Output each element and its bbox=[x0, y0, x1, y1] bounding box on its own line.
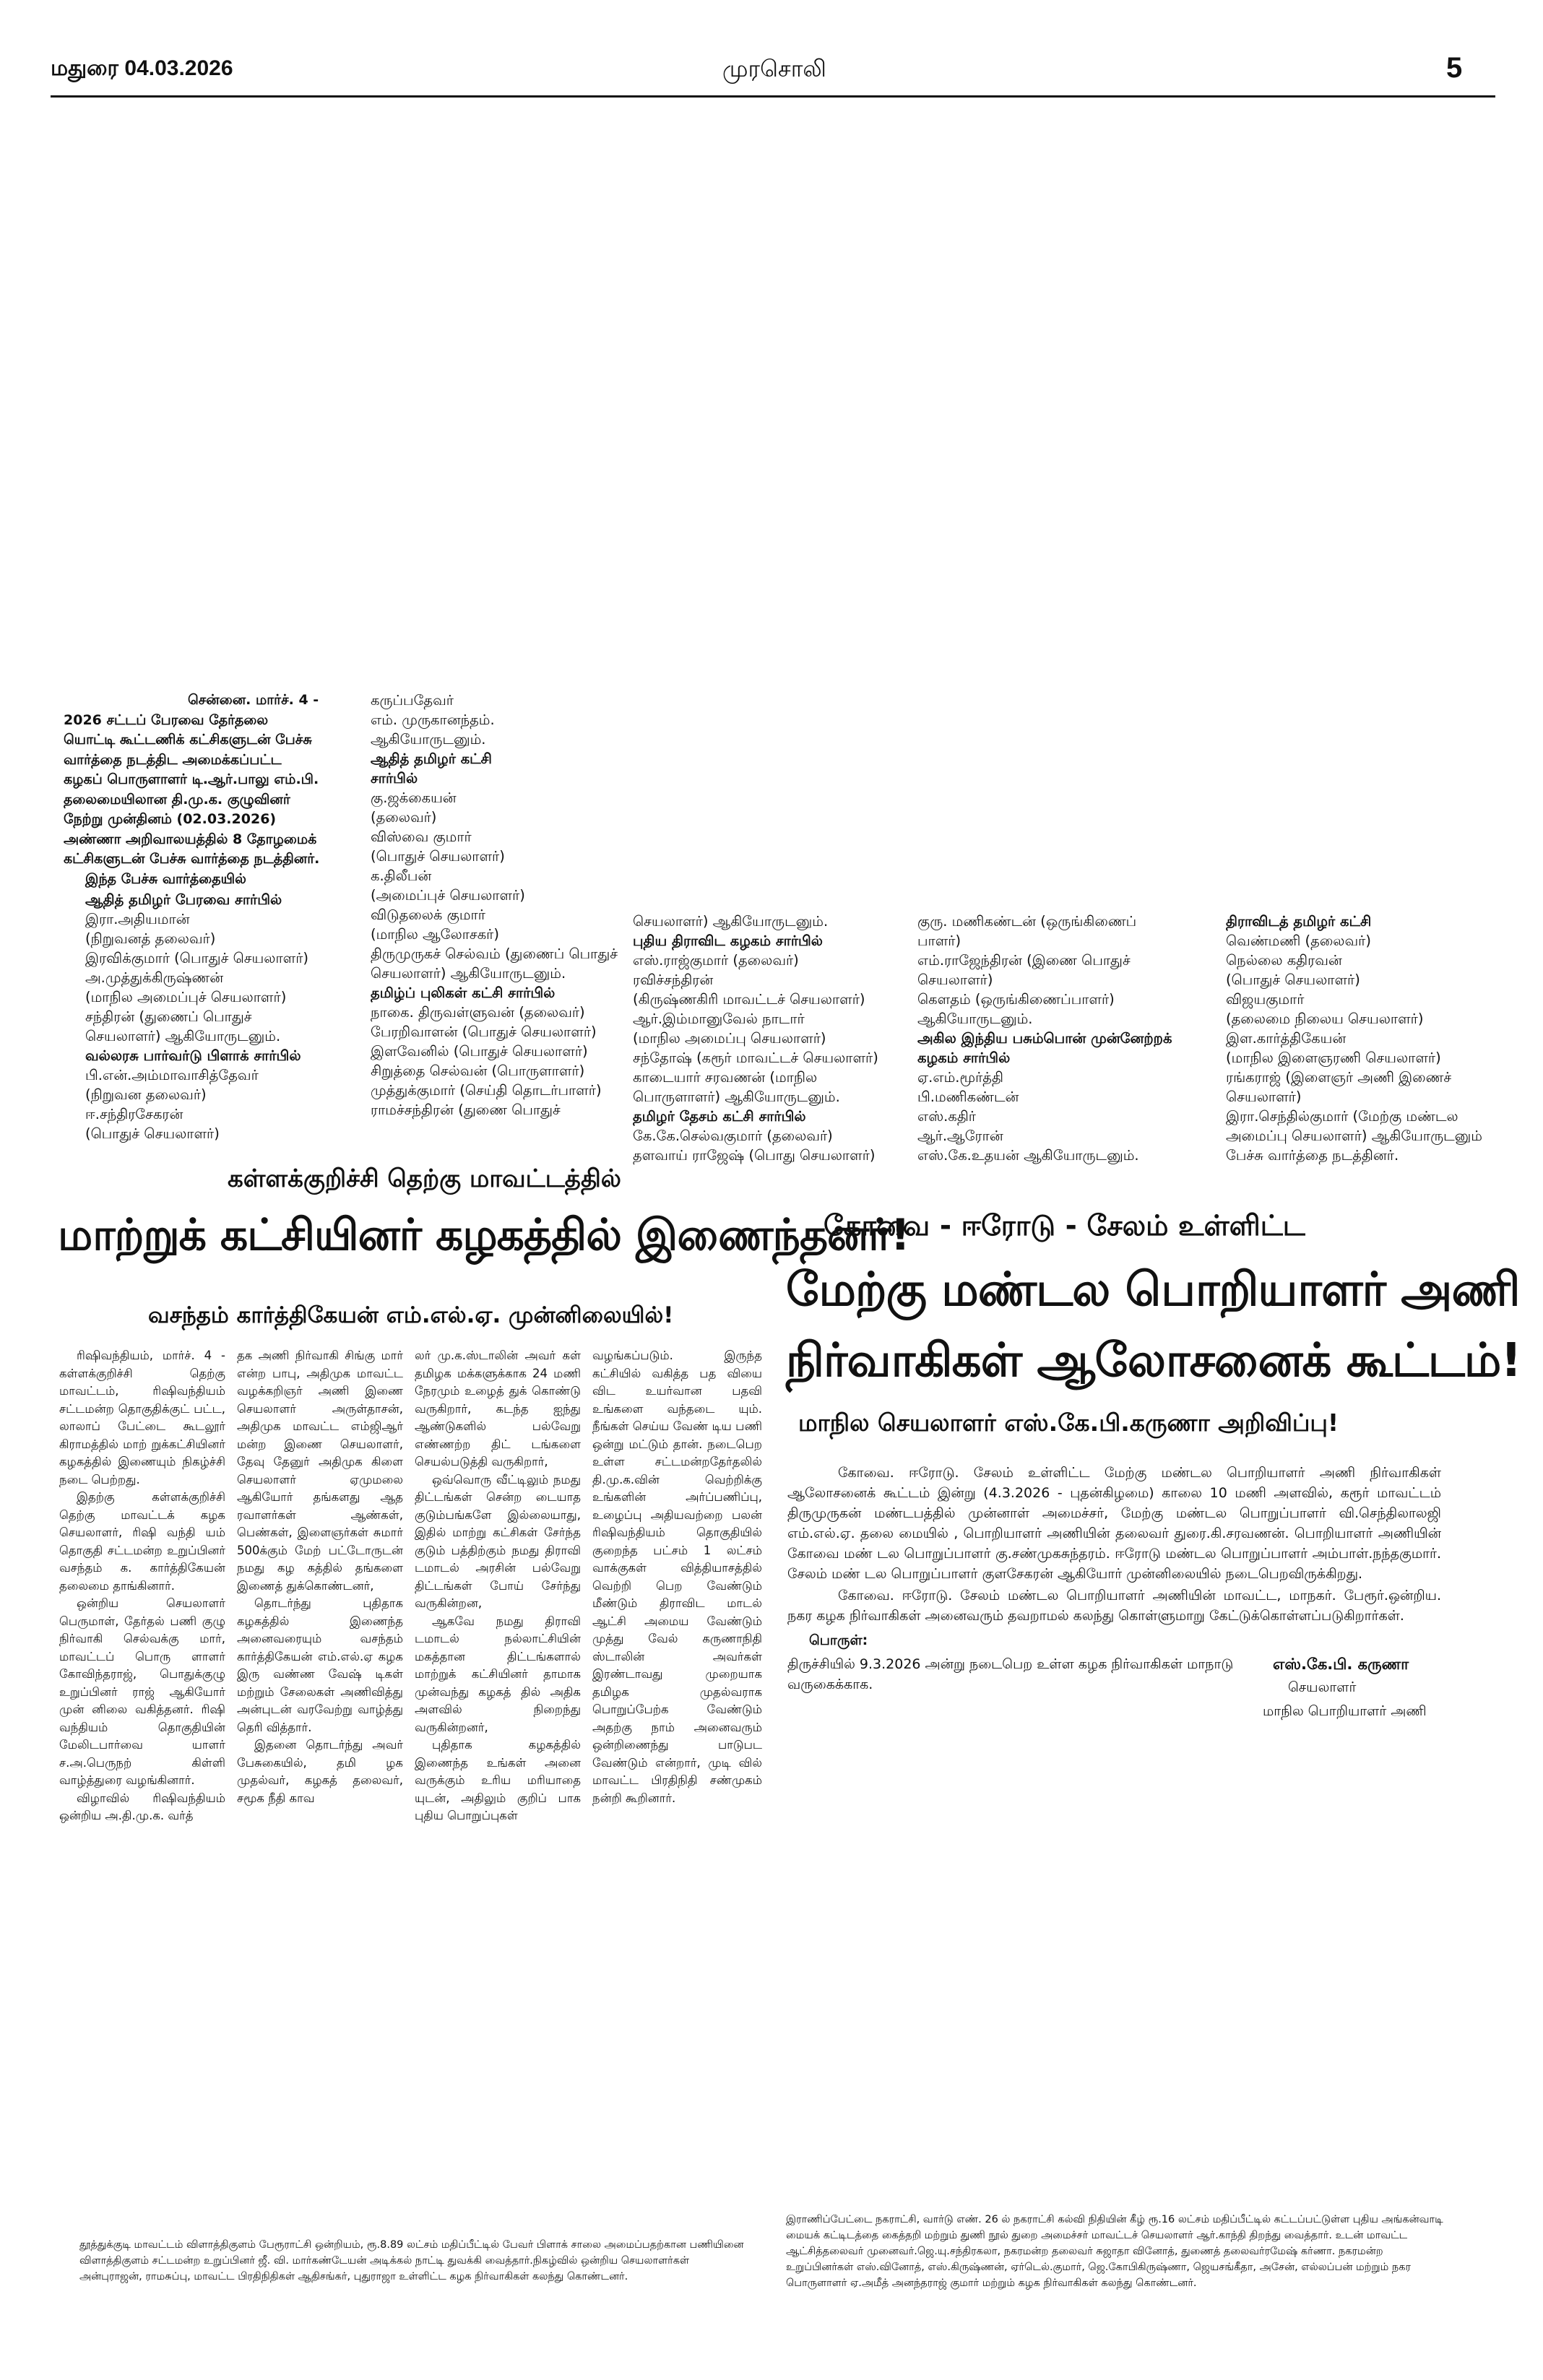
talks-col-3 bbox=[633, 912, 922, 1165]
talks-line: தமிழர் தேசம் கட்சி சார்பில் bbox=[633, 1108, 806, 1125]
body-paragraph: விழாவில் ரிஷிவந்தியம் ஒன்றிய அ.தி.மு.க. வர்த் bbox=[59, 1791, 225, 1822]
talks-intro-line: சென்னை. மார்ச். 4 - bbox=[188, 692, 319, 708]
talks-line: (மாநில ஆலோசகர்) bbox=[371, 926, 499, 943]
talks-line: எஸ்.கே.உதயன் ஆகியோருடனும். bbox=[917, 1147, 1139, 1164]
talks-line: வெண்மணி (தலைவர்) bbox=[1226, 932, 1371, 949]
talks-line: (பொதுச் செயலாளர்) bbox=[1226, 972, 1360, 988]
engineers-headline-line-2: நிர்வாகிகள் ஆலோசனைக் கூட்டம்! bbox=[786, 1334, 1521, 1388]
signatory-role: செயலாளர் bbox=[1288, 1679, 1357, 1695]
masthead: முரசொலி bbox=[722, 55, 826, 82]
body-paragraph: லர் மு.க.ஸ்டாலின் அவர் கள் தமிழக மக்களுக்காக 24 மணி நேரமும் உழைத் துக் கொண்டு வருகிறார், கடந்த ஐந்து ஆண்டுகளில் பல்வேறு எண்ணற்ற திட் டங்களை செயல்படுத்தி வருகிறார், bbox=[415, 1349, 581, 1468]
engineers-agenda-label: பொருள்: bbox=[809, 1632, 868, 1648]
talks-intro-line: 2026 சட்டப் பேரவை தேர்தலை bbox=[64, 711, 269, 728]
talks-intro-line: அண்ணா அறிவாலயத்தில் 8 தோழமைக் bbox=[64, 831, 317, 847]
engineers-kicker: கோவை - ஈரோடு - சேலம் உள்ளிட்ட bbox=[824, 1210, 1305, 1242]
talks-line: ஆர்.ஆரோன் bbox=[917, 1128, 1003, 1144]
talks-line: ஆதித் தமிழர் பேரவை சார்பில் bbox=[85, 891, 282, 908]
talks-line: கு.ஜக்கையன் bbox=[371, 789, 457, 806]
body-paragraph: ஒவ்வொரு வீட்டிலும் நமது திட்டங்கள் சென்ற டையாத குடும்பங்களே இல்லையாது, இதில் மாற்று கட்சிகள் சேர்ந்த குடும் பத்திற்கும் நமது திராவி டமாடல் அரசின் பல்வேறு திட்டங்கள் போய் சேர்ந்து வருகின்றன, bbox=[415, 1472, 581, 1610]
caption-line: இராணிப்பேட்டை நகராட்சி, வார்டு எண். 26 ல் நகராட்சி கல்வி நிதியின் கீழ் ரூ.16 லட்சம் மதிப்பீட்டில் கட்டப்பட்டுள்ள புதிய அங்கன்வாடி bbox=[786, 2214, 1443, 2225]
caption-line: பொருளாளர் ஏ.அமீத் அனந்தராஜ் குமார் மற்றும் கழக நிர்வாகிகள் கலந்து கொண்டனர். bbox=[786, 2277, 1197, 2289]
talks-line: பொருளாளர்) ஆகியோருடனும். bbox=[633, 1089, 840, 1105]
caption-line: மையக் கட்டிடத்தை கைத்தறி மற்றும் துணி நூல் துறை அமைச்சர் மாவட்டச் செயலாளர் ஆர்.காந்தி திறந்து வைத்தார். உடன் மாவட்ட bbox=[786, 2230, 1408, 2241]
talks-line: இரவிக்குமார் (பொதுச் செயலாளர்) bbox=[85, 950, 309, 966]
talks-line: செயலாளர்) ஆகியோருடனும். bbox=[85, 1028, 281, 1044]
talks-line: வல்லரசு பார்வர்டு பிளாக் சார்பில் bbox=[85, 1047, 301, 1064]
engineers-agenda-text: திருச்சியில் 9.3.2026 அன்று நடைபெற உள்ள கழக நிர்வாகிகள் மாநாடு வருகைக்காக. bbox=[787, 1656, 1234, 1692]
talks-line: பேரறிவாளன் (பொதுச் செயலாளர்) bbox=[371, 1024, 597, 1040]
engineers-subhead: மாநில செயலாளர் எஸ்.கே.பி.கருணா அறிவிப்பு! bbox=[798, 1408, 1339, 1437]
talks-line: ஆர்.இம்மானுவேல் நாடார் bbox=[633, 1011, 805, 1027]
talks-intro bbox=[64, 691, 353, 889]
talks-line: ரவிச்சந்திரன் bbox=[633, 972, 714, 988]
page-number: 5 bbox=[1446, 52, 1463, 84]
talks-col-1 bbox=[85, 890, 374, 1143]
talks-col-5 bbox=[1226, 912, 1500, 1165]
talks-line: புதிய திராவிட கழகம் சார்பில் bbox=[633, 932, 823, 949]
talks-line: இரா.அதியமான் bbox=[85, 911, 190, 927]
talks-line: கழகம் சார்பில் bbox=[917, 1050, 1011, 1066]
engineers-para-2: கோவை. ஈரோடு. சேலம் மண்டல பொறியாளர் அணியின் மாவட்ட, மாநகர். பேரூர்.ஒன்றிய. நகர கழக நிர்வாகிகள் அனைவரும் தவறாமல் கலந்து கொள்ளுமாறு கேட்டுக்கொள்ளப்படுகிறார்கள். bbox=[787, 1588, 1441, 1624]
body-paragraph: தொடர்ந்து புதிதாக கழகத்தில் இணைந்த அனைவரையும் வசந்தம் கார்த்திகேயன் எம்.எல்.ஏ கழக இரு வண்ண வேஷ் டிகள் மற்றும் சேலைகள் அணிவித்து அன்புடன் வரவேற்று வாழ்த்து தெரி வித்தார். bbox=[237, 1596, 403, 1734]
talks-line: கெளதம் (ஒருங்கிணைப்பாளர்) bbox=[917, 991, 1115, 1008]
talks-line: பாளர்) bbox=[917, 932, 961, 949]
talks-line: குரு. மணிகண்டன் (ஒருங்கிணைப் bbox=[917, 913, 1137, 930]
talks-line: (நிறுவனத் தலைவர்) bbox=[85, 930, 216, 947]
kallakurichi-body-col-4 bbox=[592, 1347, 762, 1807]
kallakurichi-body-col-2 bbox=[237, 1347, 403, 1807]
talks-line: அகில இந்திய பசும்பொன் முன்னேற்றக் bbox=[917, 1030, 1172, 1047]
talks-line: ஆகியோருடனும். bbox=[371, 731, 486, 748]
talks-line: (மாநில இளைஞரணி செயலாளர்) bbox=[1226, 1050, 1441, 1066]
talks-line: (நிறுவன தலைவர்) bbox=[85, 1086, 207, 1103]
talks-line: ரங்கராஜ் (இளைஞர் அணி இணைச் bbox=[1226, 1069, 1452, 1086]
talks-line: (பொதுச் செயலாளர்) bbox=[85, 1125, 220, 1142]
talks-line: தமிழ்ப் புலிகள் கட்சி சார்பில் bbox=[371, 985, 556, 1001]
talks-intro-line: கட்சிகளுடன் பேச்சு வார்த்தை நடத்தினர். bbox=[64, 851, 320, 867]
body-paragraph: இதற்கு கள்ளக்குறிச்சி தெற்கு மாவட்டக் கழக செயலாளர், ரிஷி வந்தி யம் தொகுதி சட்டமன்ற உறுப்பினர் வசந்தம் க. கார்த்திகேயன் தலைமை தாங்கினார். bbox=[59, 1490, 225, 1593]
signatory-wing: மாநில பொறியாளர் அணி bbox=[1263, 1703, 1427, 1719]
talks-line: காடையார் சரவணன் (மாநில bbox=[633, 1069, 818, 1086]
talks-line: (கிருஷ்ணகிரி மாவட்டச் செயலாளர்) bbox=[633, 991, 865, 1008]
talks-line: (தலைமை நிலைய செயலாளர்) bbox=[1226, 1011, 1424, 1027]
talks-line: கே.கே.செல்வகுமார் (தலைவர்) bbox=[633, 1128, 833, 1144]
caption-left bbox=[79, 2237, 773, 2285]
talks-line: (மாநில அமைப்புச் செயலாளர்) bbox=[85, 989, 287, 1005]
talks-line: ஏ.எம்.மூர்த்தி bbox=[917, 1069, 1003, 1086]
talks-line: (மாநில அமைப்பு செயலாளர்) bbox=[633, 1030, 826, 1047]
talks-line: செயலாளர்) bbox=[917, 972, 993, 988]
talks-line: பி.மணிகண்டன் bbox=[917, 1089, 1019, 1105]
talks-line: எம்.ராஜேந்திரன் (இணை பொதுச் bbox=[917, 952, 1131, 969]
talks-line: சந்திரன் (துணைப் பொதுச் bbox=[85, 1008, 252, 1025]
body-paragraph: ஆகவே நமது திராவி டமாடல் நல்லாட்சியின் மகத்தான திட்டங்களால் மாற்றுக் கட்சியினர் தாமாக முன்வந்து கழகத் தில் அதிக அளவில் நிறைந்து வருகின்றனர், bbox=[415, 1614, 581, 1734]
caption-line: விளாத்திகுளம் சட்டமன்ற உறுப்பினர் ஜீ. வி. மார்கண்டேயன் அடிக்கல் நாட்டி துவக்கி வைத்தார்.நிகழ்வில் ஒன்றிய செயலாளர்கள் bbox=[79, 2255, 690, 2267]
engineers-para-1: கோவை. ஈரோடு. சேலம் உள்ளிட்ட மேற்கு மண்டல பொறியாளர் அணி நிர்வாகிகள் ஆலோசனைக் கூட்டம் இன்று (4.3.2026 - புதன்கிழமை) காலை 10 மணி அளவில், கரூர் மாவட்டம் திருமுருகன் மண்டபத்தில் முன்னாள் அமைச்சர், மேற்கு மண்டல பொறுப்பாளர் வி.செந்திலாலஜி எம்.எல்.ஏ. தலை மையில் , பொறியாளர் அணியின் தலைவர் துரை.கி.சரவணன். பொறியாளர் அணியின் கோவை மண் டல பொறுப்பாளர் கு.சண்முகசுந்தரம். ஈரோடு மண்டல பொறுப்பாளர் அம்பாள்.நந்தகுமார். சேலம் மண் டல பொறுப்பாளர் குளசேகரன் ஆகியோர் முன்னிலையில் நடைபெறவிருக்கிறது. bbox=[787, 1465, 1441, 1582]
body-paragraph: வழங்கப்படும். இருந்த கட்சியில் வகித்த பத வியை விட உயர்வான பதவி உங்களை வந்தடை யும். நீங்கள் செய்ய வேண் டிய பணி ஒன்று மட்டும் தான். நடைபெற உள்ள சட்டமன்றதேர்தலில் தி.மு.க.வின் வெற்றிக்கு உங்களின் அர்ப்பணிப்பு, உழைப்பு அதியவற்றை பலன் ரிஷிவந்தியம் தொகுதியில் குறைந்த பட்சம் 1 லட்சம் வாக்குகள் வித்தியாசத்தில் வெற்றி பெற வேண்டும் மீண்டும் திராவிட மாடல் ஆட்சி அமைய வேண்டும் முத்து வேல் கருணாநிதி ஸ்டாலின் அவர்கள் இரண்டாவது முறையாக தமிழக முதல்வராக பொறுப்பேற்க வேண்டும் அதற்கு நாம் அனைவரும் ஒன்றிணைந்து பாடுபட வேண்டும் என்றார், முடி வில் மாவட்ட பிரதிநிதி சண்முகம் நன்றி கூறினார். bbox=[592, 1349, 762, 1805]
talks-line: ஆகியோருடனும். bbox=[917, 1011, 1033, 1027]
talks-line: ஈ.சந்திரசேகரன் bbox=[85, 1106, 183, 1122]
talks-line: சிறுத்தை செல்வன் (பொருளாளர்) bbox=[371, 1063, 585, 1079]
talks-line: அ.முத்துக்கிருஷ்ணன் bbox=[85, 969, 224, 986]
caption-line: உறுப்பினர்கள் எஸ்.வினோத், எஸ்.கிருஷ்ணன், ஏர்டெல்.குமார், ஜெ.கோபிகிருஷ்ணா, ஜெயசங்கீதா, அசேன், எல்லப்பன் மற்றும் நகர bbox=[786, 2262, 1411, 2273]
talks-line: செயலாளர்) bbox=[1226, 1089, 1302, 1105]
talks-intro-line: யொட்டி கூட்டணிக் கட்சிகளுடன் பேச்சு bbox=[64, 732, 312, 748]
talks-line: திராவிடத் தமிழர் கட்சி bbox=[1226, 913, 1372, 930]
talks-line: பி.என்.அம்மாவாசித்தேவர் bbox=[85, 1067, 259, 1083]
talks-line: செயலாளர்) ஆகியோருடனும். bbox=[633, 913, 829, 930]
talks-col-2 bbox=[371, 691, 660, 1120]
talks-line: அமைப்பு செயலாளர்) ஆகியோருடனும் bbox=[1226, 1128, 1482, 1144]
talks-line: திருமுருகச் செல்வம் (துணைப் பொதுச் bbox=[371, 945, 618, 962]
talks-line: முத்துக்குமார் (செய்தி தொடர்பாளர்) bbox=[371, 1082, 602, 1099]
body-paragraph: ஒன்றிய செயலாளர் பெருமாள், தேர்தல் பணி குழு நிர்வாகி செல்வக்கு மார், மாவட்டப் பொரு ளாளர் கோவிந்தராஜ், பொதுக்குழு உறுப்பினர் ராஜ் ஆகியோர் முன் னிலை வகித்தனர். ரிஷி வந்தியம் தொகுதியின் மேலிடபார்வை யாளர் ச.அ.பெருநற் கிள்ளி வாழ்த்துரை வழங்கினார். bbox=[59, 1596, 225, 1787]
talks-line: விஜயகுமார் bbox=[1226, 991, 1305, 1008]
talks-intro-line: வார்த்தை நடத்திட அமைக்கப்பட்ட bbox=[64, 751, 282, 768]
talks-line: தளவாய் ராஜேஷ் (பொது செயலாளர்) bbox=[633, 1147, 876, 1164]
talks-line: எஸ்.ராஜ்குமார் (தலைவர்) bbox=[633, 952, 799, 969]
talks-line: ஆதித் தமிழர் கட்சி bbox=[371, 750, 492, 767]
top-photo bbox=[51, 101, 1495, 679]
header-rule bbox=[51, 95, 1495, 98]
talks-line: எம். முருகானந்தம். bbox=[371, 711, 495, 728]
body-paragraph: இதனை தொடர்ந்து அவர் பேசுகையில், தமி ழக முதல்வர், கழகத் தலைவர், சமூக நீதி காவ bbox=[237, 1738, 403, 1805]
kallakurichi-subhead: வசந்தம் கார்த்திகேயன் எம்.எல்.ஏ. முன்னிலையில்! bbox=[148, 1302, 674, 1328]
talks-line: பேச்சு வார்த்தை நடத்தினர். bbox=[1226, 1147, 1399, 1164]
kallakurichi-body-col-3 bbox=[415, 1347, 581, 1825]
signatory-name: எஸ்.கே.பி. கருணா bbox=[1273, 1656, 1409, 1673]
talks-line: (பொதுச் செயலாளர்) bbox=[371, 848, 505, 865]
talks-line: (அமைப்புச் செயலாளர்) bbox=[371, 887, 525, 904]
talks-line: நெல்லை கதிரவன் bbox=[1226, 952, 1342, 969]
talks-line: இரா.செந்தில்குமார் (மேற்கு மண்டல bbox=[1226, 1108, 1458, 1125]
body-paragraph: ரிஷிவந்தியம், மார்ச். 4 - கள்ளக்குறிச்சி தெற்கு மாவட்டம், ரிஷிவந்தியம் சட்டமன்ற தொகுதிக்குட் பட்ட, லாலாப் பேட்டை கூடலூர் கிராமத்தில் மாற் றுக்கட்சியினர் கழகத்தில் இணையும் நிகழ்ச்சி நடை பெற்றது. bbox=[59, 1349, 225, 1487]
talks-line: நாகை. திருவள்ளுவன் (தலைவர்) bbox=[371, 1004, 585, 1021]
caption-line: தூத்துக்குடி மாவட்டம் விளாத்திகுளம் பேரூராட்சி ஒன்றியம், ரூ.8.89 லட்சம் மதிப்பீட்டில் பேவர் பிளாக் சாலை அமைப்பதற்கான பணியினை bbox=[79, 2239, 744, 2251]
talks-intro-line: இந்த பேச்சு வார்த்தையில் bbox=[85, 870, 246, 887]
talks-line: (தலைவர்) bbox=[371, 809, 437, 826]
talks-line: விஸ்வை குமார் bbox=[371, 828, 472, 845]
dateline: மதுரை 04.03.2026 bbox=[51, 56, 233, 80]
talks-line: சந்தோஷ் (கரூர் மாவட்டச் செயலாளர்) bbox=[633, 1050, 878, 1066]
talks-line: எஸ்.கதிர் bbox=[917, 1108, 976, 1125]
kallakurichi-body-col-1 bbox=[59, 1347, 225, 1825]
kallakurichi-headline: மாற்றுக் கட்சியினர் கழகத்தில் இணைந்தனர்! bbox=[58, 1210, 909, 1260]
talks-intro-line: தலைமையிலான தி.மு.க. குழுவினர் bbox=[64, 791, 290, 808]
talks-line: க.திலீபன் bbox=[371, 867, 432, 884]
talks-line: சார்பில் bbox=[371, 770, 418, 787]
engineers-headline-line-1: மேற்கு மண்டல பொறியாளர் அணி bbox=[786, 1263, 1520, 1317]
talks-line: இளவேனில் (பொதுச் செயலாளர்) bbox=[371, 1043, 588, 1060]
talks-line: இள.கார்த்திகேயன் bbox=[1226, 1030, 1347, 1047]
talks-line: செயலாளர்) ஆகியோருடனும். bbox=[371, 965, 566, 982]
talks-line: கருப்பதேவர் bbox=[371, 692, 454, 709]
caption-right bbox=[786, 2212, 1501, 2291]
bottom-left-photo bbox=[51, 1878, 773, 2210]
talks-line: ராமச்சந்திரன் (துணை பொதுச் bbox=[371, 1102, 561, 1118]
caption-line: அன்புராஜன், ராமசுப்பு, மாவட்ட பிரதிநிதிகள் ஆதிசங்கர், புதுராஜா உள்ளிட்ட கழக நிர்வாகிகள் கலந்து கொண்டனர். bbox=[79, 2271, 628, 2282]
body-paragraph: தக அணி நிர்வாகி சிங்கு மார் என்ற பாபு, அதிமுக மாவட்ட வழக்கறிஞர் அணி இணை செயலாளர் அருள்தாசன், அதிமுக மாவட்ட எம்ஜிஆர் மன்ற இணை செயலாளர், தேவு தேனுர் அதிமுக கிளை செயலாளர் ஏமுமலை ஆகியோர் தங்களது ஆத ரவாளர்கள் ஆண்கள், பெண்கள், இளைஞர்கள் சுமார் 500க்கும் மேற் பட்டோருடன் நமது கழ கத்தில் தங்களை இணைத் துக்கொண்டனர், bbox=[237, 1349, 403, 1593]
talks-intro-line: நேற்று முன்தினம் (02.03.2026) bbox=[64, 811, 277, 827]
body-paragraph: புதிதாக கழகத்தில் இணைந்த உங்கள் அனை வருக்கும் உரிய மரியாதை யுடன், அதிலும் குறிப் பாக புதிய பொறுப்புகள் bbox=[415, 1738, 581, 1822]
bottom-right-photo bbox=[780, 1878, 1495, 2196]
talks-line: விடுதலைக் குமார் bbox=[371, 906, 485, 923]
caption-line: ஆட்சித்தலைவர் முனைவர்.ஜெ.யு.சந்திரகலா, நகரமன்ற தலைவர் சுஜாதா வினோத், துணைத் தலைவர்ரமேஷ் கர்ணா. நகரமன்ற bbox=[786, 2246, 1383, 2257]
talks-intro-line: கழகப் பொருளாளர் டி.ஆர்.பாலு எம்.பி. bbox=[64, 771, 319, 787]
kallakurichi-kicker: கள்ளக்குறிச்சி தெற்கு மாவட்டத்தில் bbox=[228, 1164, 622, 1193]
talks-col-4 bbox=[917, 912, 1221, 1165]
